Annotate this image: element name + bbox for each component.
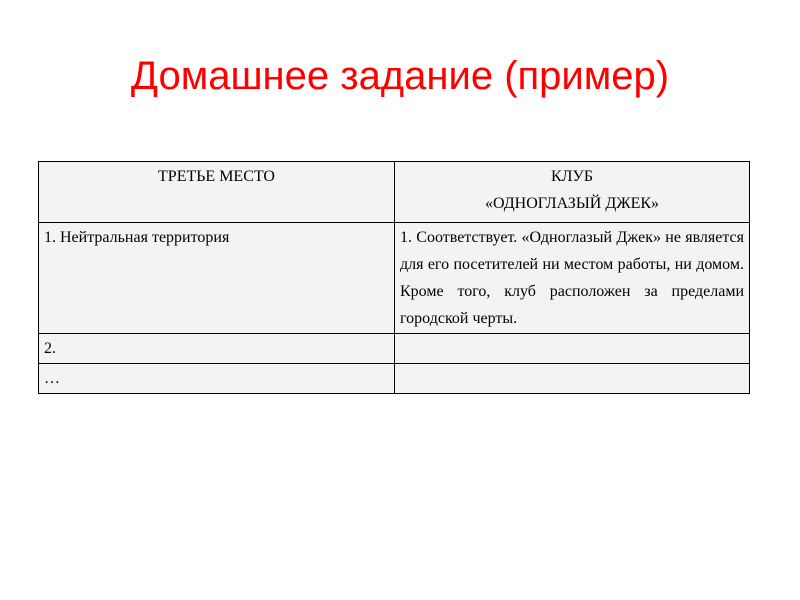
header-club-line2: «ОДНОГЛАЗЫЙ ДЖЕК» [484, 195, 660, 212]
comparison-table [38, 161, 750, 394]
slide-title: Домашнее задание (пример) [130, 54, 670, 98]
table-row [39, 223, 750, 334]
table-cell-right: 1. Соответствует. «Одноглазый Джек» не является для его посетителей ни местом работы, ни домом. Кроме того, клуб расположен за пределами городской черты. [395, 223, 750, 334]
table-cell-left: … [39, 364, 395, 394]
table-cell-left: 1. Нейтральная территория [39, 223, 395, 334]
header-club-line1: КЛУБ [550, 168, 594, 185]
table-header-row [39, 162, 750, 223]
header-cell-club [395, 162, 750, 223]
table-row [39, 334, 750, 364]
table-cell-right [395, 334, 750, 364]
table-cell-right [395, 364, 750, 394]
table-row [39, 364, 750, 394]
table-cell-left: 2. [39, 334, 395, 364]
header-cell-third-place: ТРЕТЬЕ МЕСТО [39, 162, 395, 223]
